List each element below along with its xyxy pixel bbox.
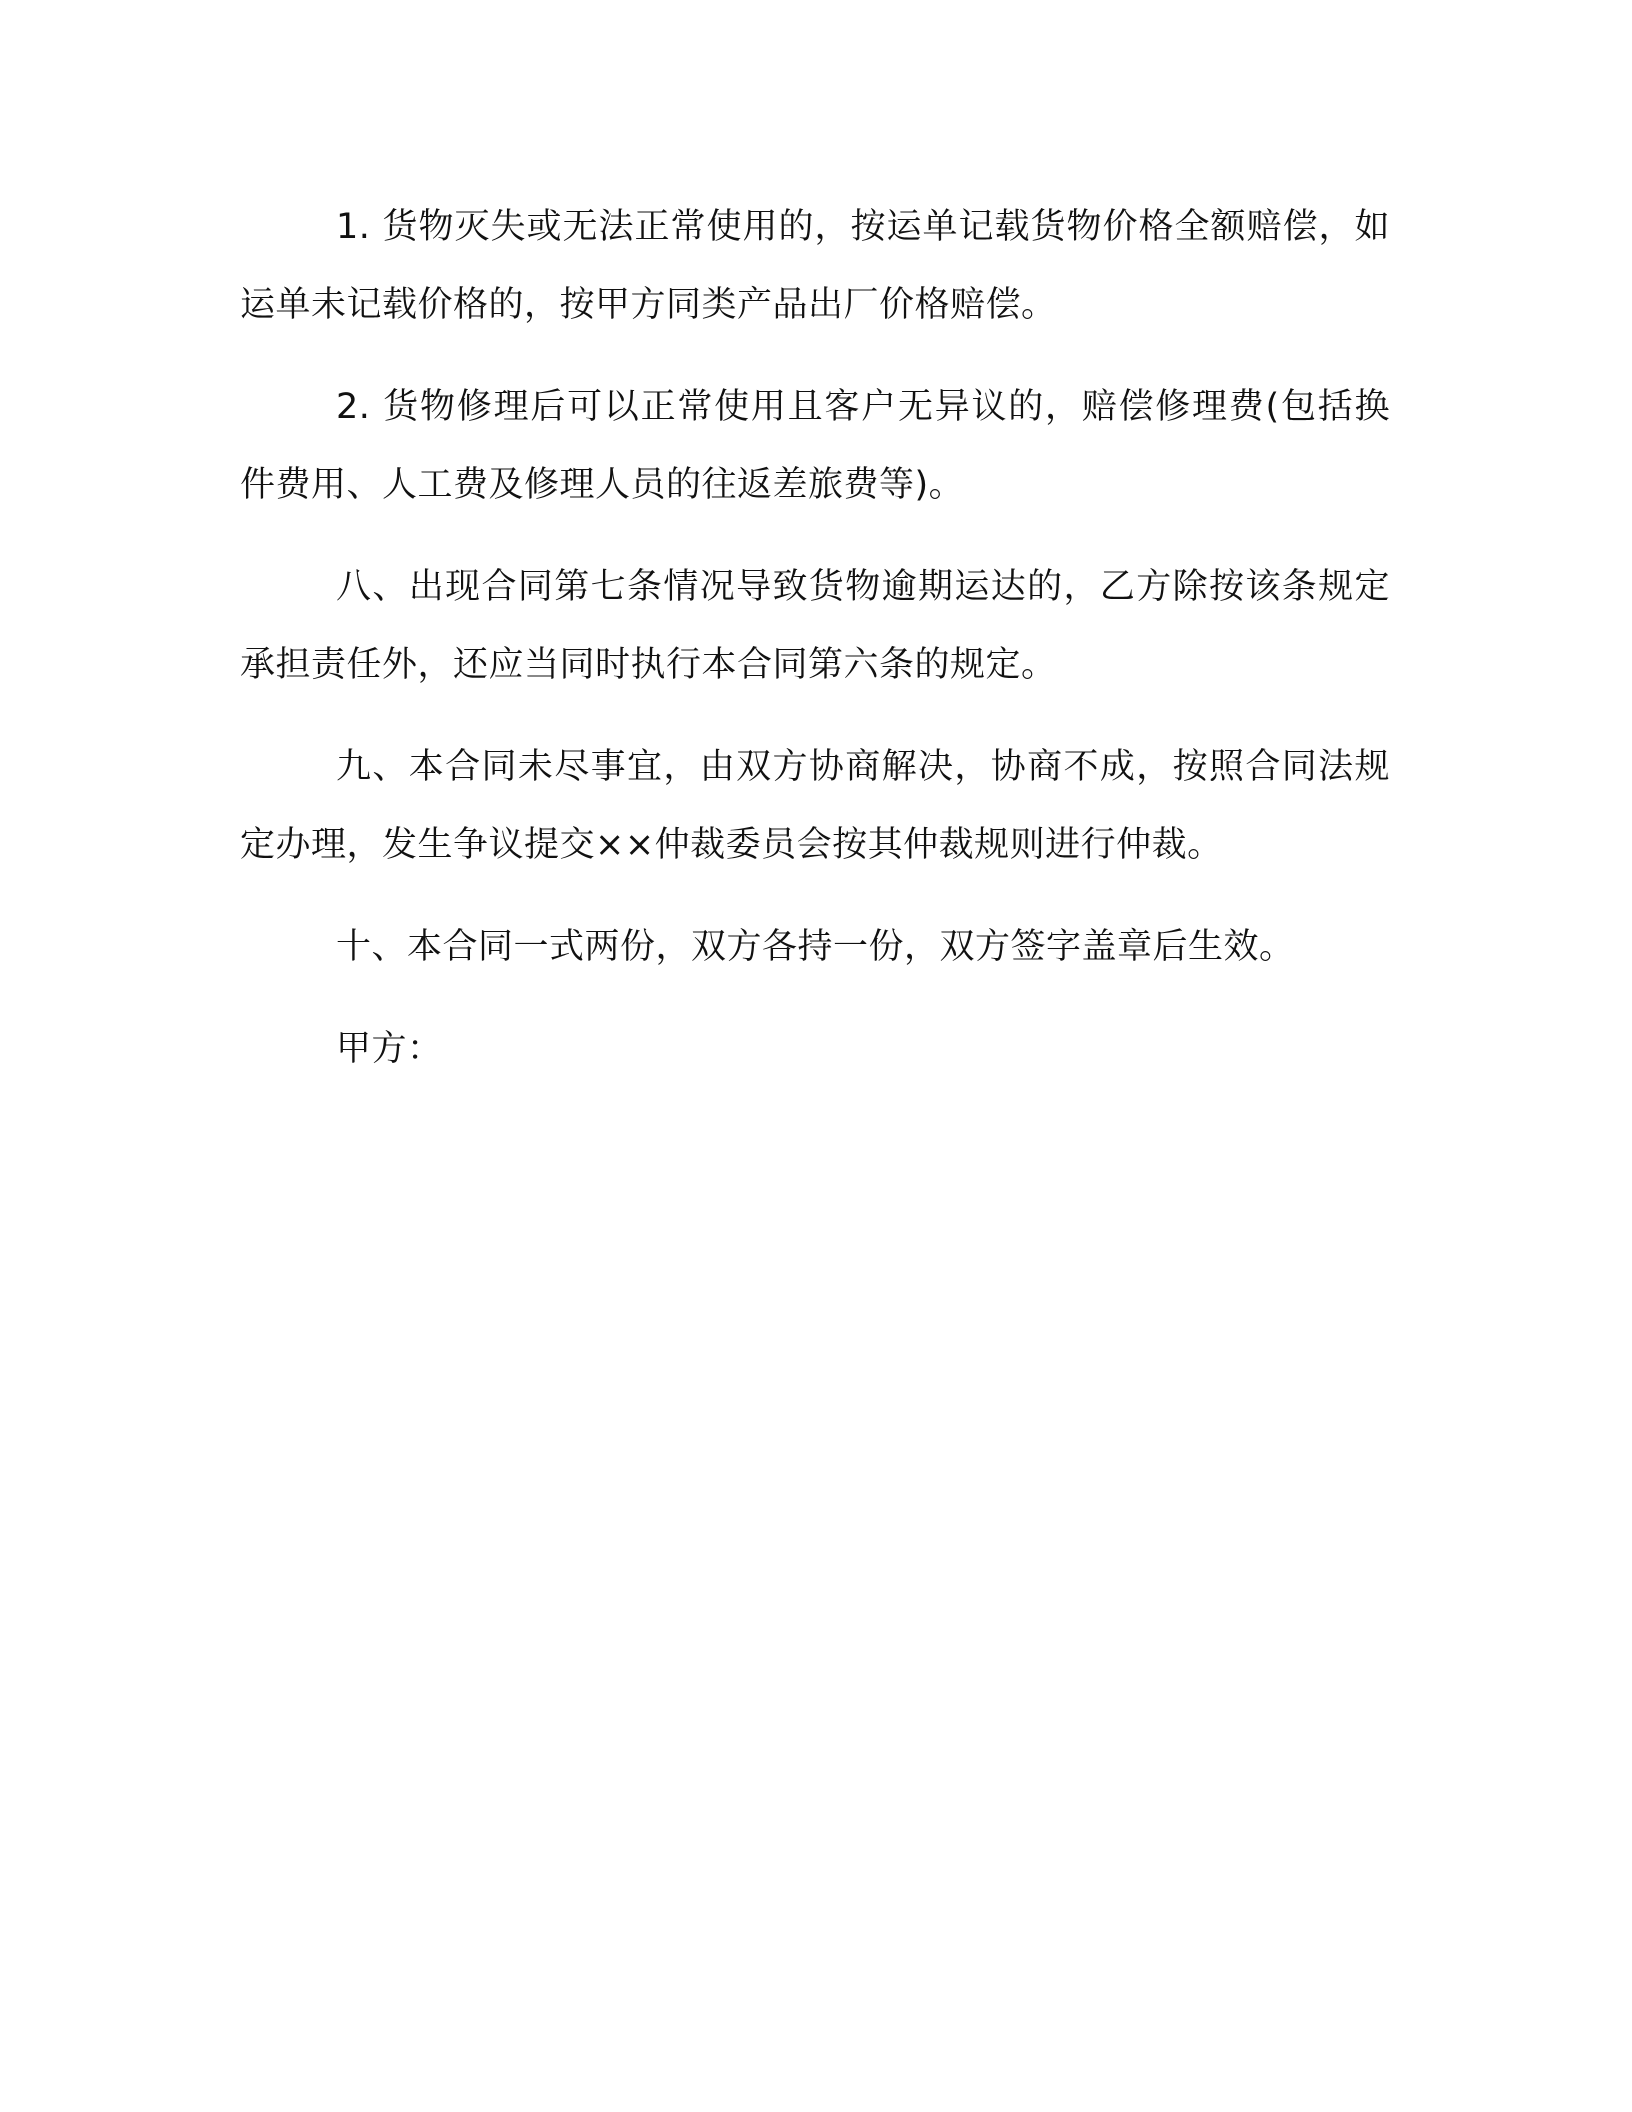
paragraph-spacer <box>240 986 1390 1010</box>
clause-nine: 九、本合同未尽事宜，由双方协商解决，协商不成，按照合同法规定办理，发生争议提交××仲裁委员会按其仲裁规则进行仲裁。 <box>240 747 1390 865</box>
clause-compensation-loss: 1. 货物灭失或无法正常使用的，按运单记载货物价格全额赔偿，如运单未记载价格的，按甲方同类产品出厂价格赔偿。 <box>240 207 1390 325</box>
paragraph-spacer <box>240 344 1390 368</box>
paragraph-spacer <box>240 884 1390 908</box>
document-body <box>240 188 1390 1088</box>
clause-eight: 八、出现合同第七条情况导致货物逾期运达的，乙方除按该条规定承担责任外，还应当同时执行本合同第六条的规定。 <box>240 567 1390 685</box>
paragraph-spacer <box>240 524 1390 548</box>
party-a-signature-label: 甲方： <box>336 1029 443 1069</box>
paragraph-spacer <box>240 704 1390 728</box>
clause-compensation-repair: 2. 货物修理后可以正常使用且客户无异议的，赔偿修理费(包括换件费用、人工费及修理人员的往返差旅费等)。 <box>240 387 1390 505</box>
clause-ten: 十、本合同一式两份，双方各持一份，双方签字盖章后生效。 <box>336 927 1295 967</box>
